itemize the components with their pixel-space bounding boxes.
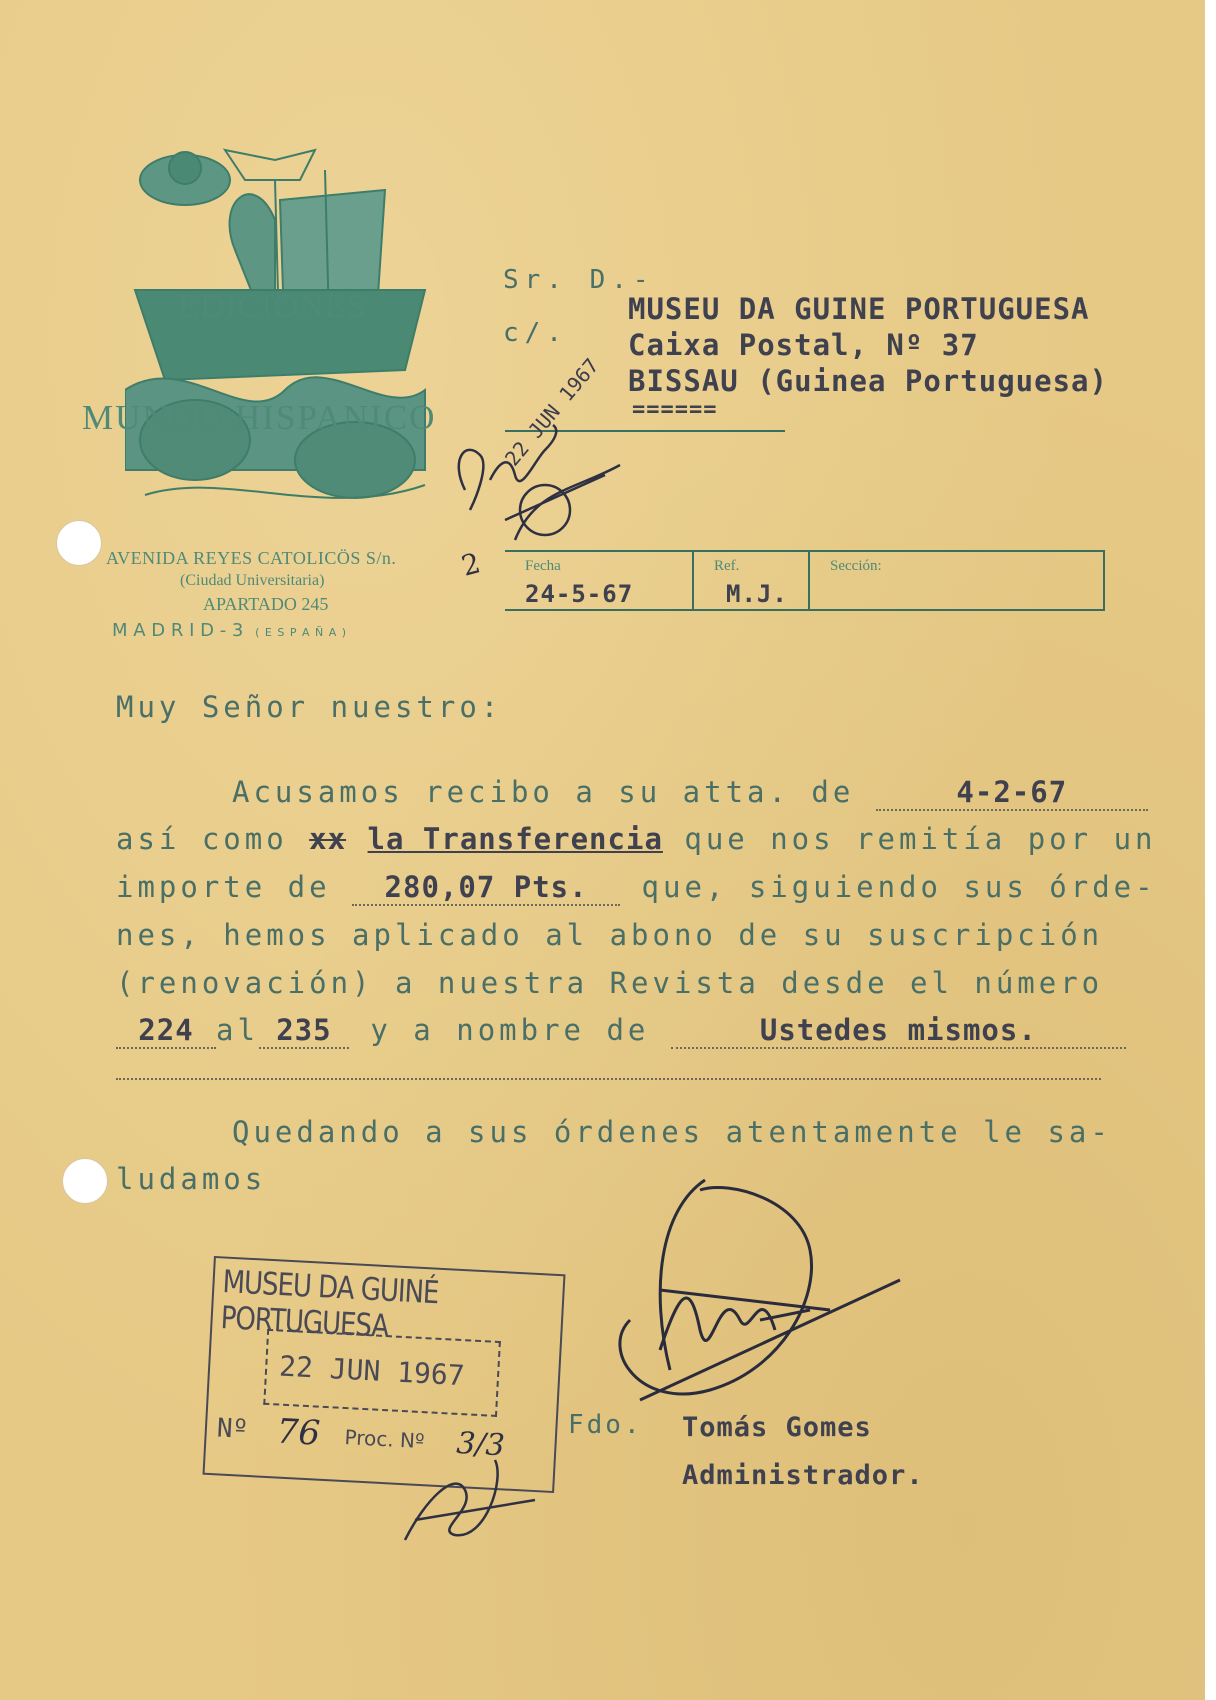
- signatory-title: Administrador.: [682, 1460, 924, 1491]
- body-line-4: nes, hemos aplicado al abono de su suscripción: [116, 918, 1104, 952]
- signature-fdo-label: Fdo.: [568, 1410, 643, 1440]
- recipient-name: MUSEU DA GUINE PORTUGUESA: [628, 292, 1090, 326]
- closing-line-2: ludamos: [116, 1162, 267, 1196]
- fecha-cell: [505, 552, 694, 609]
- stamp-proc-label: Proc. Nº: [344, 1425, 426, 1454]
- body-line-1: [232, 775, 1148, 811]
- letterhead-address-apartado: APARTADO 245: [203, 594, 329, 614]
- stamp-no-value: 76: [275, 1411, 322, 1454]
- body-text-siguiendo: que, siguiendo sus órde-: [641, 870, 1157, 904]
- body-text-nombre: y a nombre de: [370, 1013, 650, 1047]
- struck-text: xx: [309, 822, 347, 856]
- punch-hole-bottom: [62, 1158, 108, 1204]
- letterhead-mundo-hispanico: MUNDO HISPANICO: [82, 398, 437, 437]
- number-to-value: 235: [276, 1013, 332, 1047]
- body-text-importe: importe de: [116, 870, 331, 904]
- body-line-6: [116, 1013, 1126, 1049]
- stamp-date: 22 JUN 1967: [278, 1349, 466, 1393]
- letterhead-address-district: (Ciudad Universitaria): [180, 572, 325, 589]
- letter-date-value: 4-2-67: [956, 775, 1068, 809]
- field-letter-date: [876, 775, 1148, 811]
- field-number-to: [259, 1013, 349, 1049]
- closing-line-1: Quedando a sus órdenes atentamente le sa-: [232, 1115, 1112, 1149]
- ref-label: Ref.: [714, 558, 740, 574]
- body-line-2: [116, 822, 1156, 856]
- ref-value: M.J.: [726, 580, 788, 608]
- field-name: [671, 1013, 1126, 1049]
- transfer-field: la Transferencia: [367, 822, 663, 856]
- greeting: Muy Señor nuestro:: [116, 690, 503, 724]
- received-date-stamp: 22 JUN 1967: [500, 353, 604, 471]
- stamp-proc-value: 3/3: [455, 1425, 506, 1464]
- stamp-title: MUSEU DA GUINÉ PORTUGUESA: [219, 1264, 440, 1346]
- stamp-no-label: Nº: [216, 1413, 250, 1445]
- ship-logo-illustration: [125, 140, 435, 535]
- field-number-from: [116, 1013, 216, 1049]
- handwritten-numeral: 2: [458, 546, 484, 583]
- recipient-c-label: c/.: [503, 318, 568, 348]
- letterhead-address-city: [112, 620, 347, 641]
- body-text-acusamos: Acusamos recibo a su atta. de: [232, 775, 855, 809]
- punch-hole-top: [56, 520, 102, 566]
- recipient-sr-label: Sr. D.-: [503, 265, 655, 295]
- dotted-rule: [116, 1078, 1101, 1080]
- letterhead-country: ( E S P A Ñ A ): [255, 626, 348, 639]
- fecha-value: 24-5-67: [525, 580, 634, 608]
- letterhead-ediciones: EDICIONES: [178, 288, 367, 325]
- letterhead-address-street: AVENIDA REYES CATOLICÖS S/n.: [106, 548, 397, 568]
- letterhead-city: M A D R I D - 3: [112, 620, 244, 641]
- stamp-date-box: [263, 1329, 501, 1417]
- stamp-initials-scribble: [395, 1440, 545, 1560]
- seccion-cell: [810, 552, 1100, 609]
- body-text-remitia: que nos remitía por un: [684, 822, 1157, 856]
- signature-scribble: [600, 1170, 910, 1420]
- body-text-asi-como: así como: [116, 822, 288, 856]
- name-value: Ustedes mismos.: [759, 1013, 1037, 1047]
- recipient-city: BISSAU (Guinea Portuguesa): [628, 364, 1108, 398]
- seccion-label: Sección:: [830, 558, 882, 574]
- recipient-underline: ======: [632, 397, 718, 422]
- recipient-street: Caixa Postal, Nº 37: [628, 328, 979, 362]
- field-amount: [352, 870, 620, 906]
- fecha-label: Fecha: [525, 558, 561, 574]
- body-line-5: (renovación) a nuestra Revista desde el número: [116, 966, 1104, 1000]
- body-line-3: [116, 870, 1157, 906]
- signatory-name: Tomás Gomes: [682, 1412, 872, 1443]
- reference-box: [505, 550, 1105, 611]
- body-text-al: al: [216, 1013, 259, 1047]
- number-from-value: 224: [138, 1013, 194, 1047]
- ref-cell: [694, 552, 810, 609]
- amount-value: 280,07 Pts.: [384, 870, 588, 904]
